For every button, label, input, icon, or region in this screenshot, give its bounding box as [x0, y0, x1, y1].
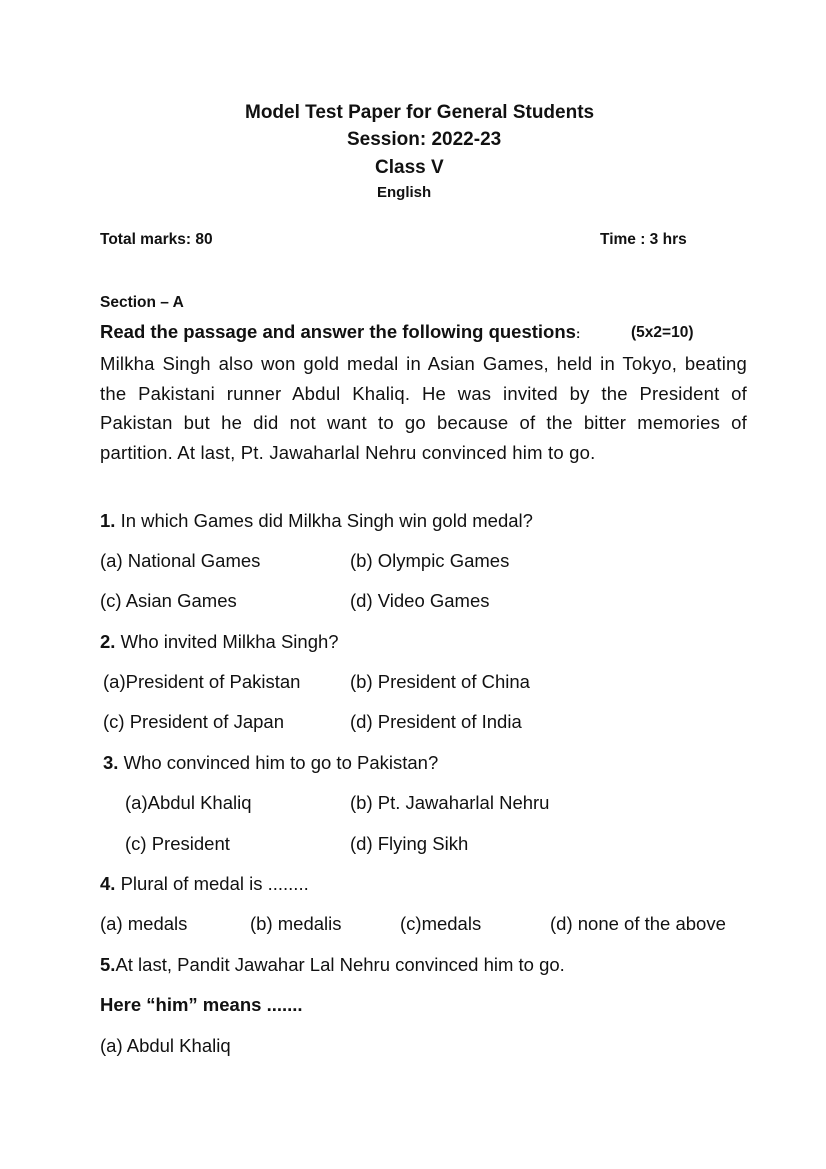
question-text: Plural of medal is ........: [115, 873, 309, 894]
question-text: At last, Pandit Jawahar Lal Nehru convinced him to go.: [115, 954, 565, 975]
question-text: Who invited Milkha Singh?: [115, 631, 339, 652]
q3-option-b: (b) Pt. Jawaharlal Nehru: [350, 792, 550, 813]
q2-option-b: (b) President of China: [350, 671, 530, 692]
q2-option-d: (d) President of India: [350, 711, 522, 732]
q4-option-a: (a) medals: [100, 913, 188, 934]
question-text: Who convinced him to go to Pakistan?: [118, 752, 439, 773]
question-2: [100, 631, 339, 653]
q5-followup: Here “him” means .......: [100, 994, 303, 1015]
question-number: 4.: [100, 873, 116, 894]
question-4: [100, 873, 309, 895]
q1-option-b: (b) Olympic Games: [350, 550, 510, 571]
total-marks: Total marks: 80: [100, 231, 213, 248]
section-label: Section – A: [100, 294, 184, 311]
q1-option-d: (d) Video Games: [350, 590, 490, 611]
q2-option-a: (a)President of Pakistan: [103, 671, 301, 692]
q4-option-d: (d) none of the above: [550, 913, 726, 934]
reading-passage: Milkha Singh also won gold medal in Asian Games, held in Tokyo, beating the Pakistani runner Abdul Khaliq. He was invited by the President of Pakistan but he did not want to go because of the bitter memories of partition. At last, Pt. Jawaharlal Nehru convinced him to go.: [100, 353, 747, 463]
question-1: [100, 510, 533, 532]
question-text: In which Games did Milkha Singh win gold medal?: [115, 510, 533, 531]
class-label: Class V: [375, 157, 444, 178]
question-3: [103, 752, 438, 774]
q3-option-d: (d) Flying Sikh: [350, 833, 469, 854]
question-number: 3.: [103, 752, 119, 773]
q4-option-c: (c)medals: [400, 913, 482, 934]
q2-option-c: (c) President of Japan: [103, 711, 284, 732]
session-label: Session: 2022-23: [347, 129, 502, 150]
q3-option-a: (a)Abdul Khaliq: [125, 792, 252, 813]
question-number: 2.: [100, 631, 116, 652]
q1-option-a: (a) National Games: [100, 550, 261, 571]
question-number: 5.: [100, 954, 116, 975]
q3-option-c: (c) President: [125, 833, 230, 854]
q4-option-b: (b) medalis: [250, 913, 342, 934]
paper-title: Model Test Paper for General Students: [245, 102, 595, 123]
section-marks: (5x2=10): [631, 324, 694, 341]
instruction-text: Read the passage and answer the following questions: [100, 321, 576, 342]
instruction-colon: :: [575, 326, 581, 341]
section-instruction: [100, 321, 580, 343]
q5-option-a: (a) Abdul Khaliq: [100, 1035, 231, 1056]
q1-option-c: (c) Asian Games: [100, 590, 237, 611]
question-number: 1.: [100, 510, 116, 531]
question-5: [100, 954, 565, 976]
time-allowed: Time : 3 hrs: [600, 231, 687, 248]
subject-label: English: [377, 184, 432, 201]
